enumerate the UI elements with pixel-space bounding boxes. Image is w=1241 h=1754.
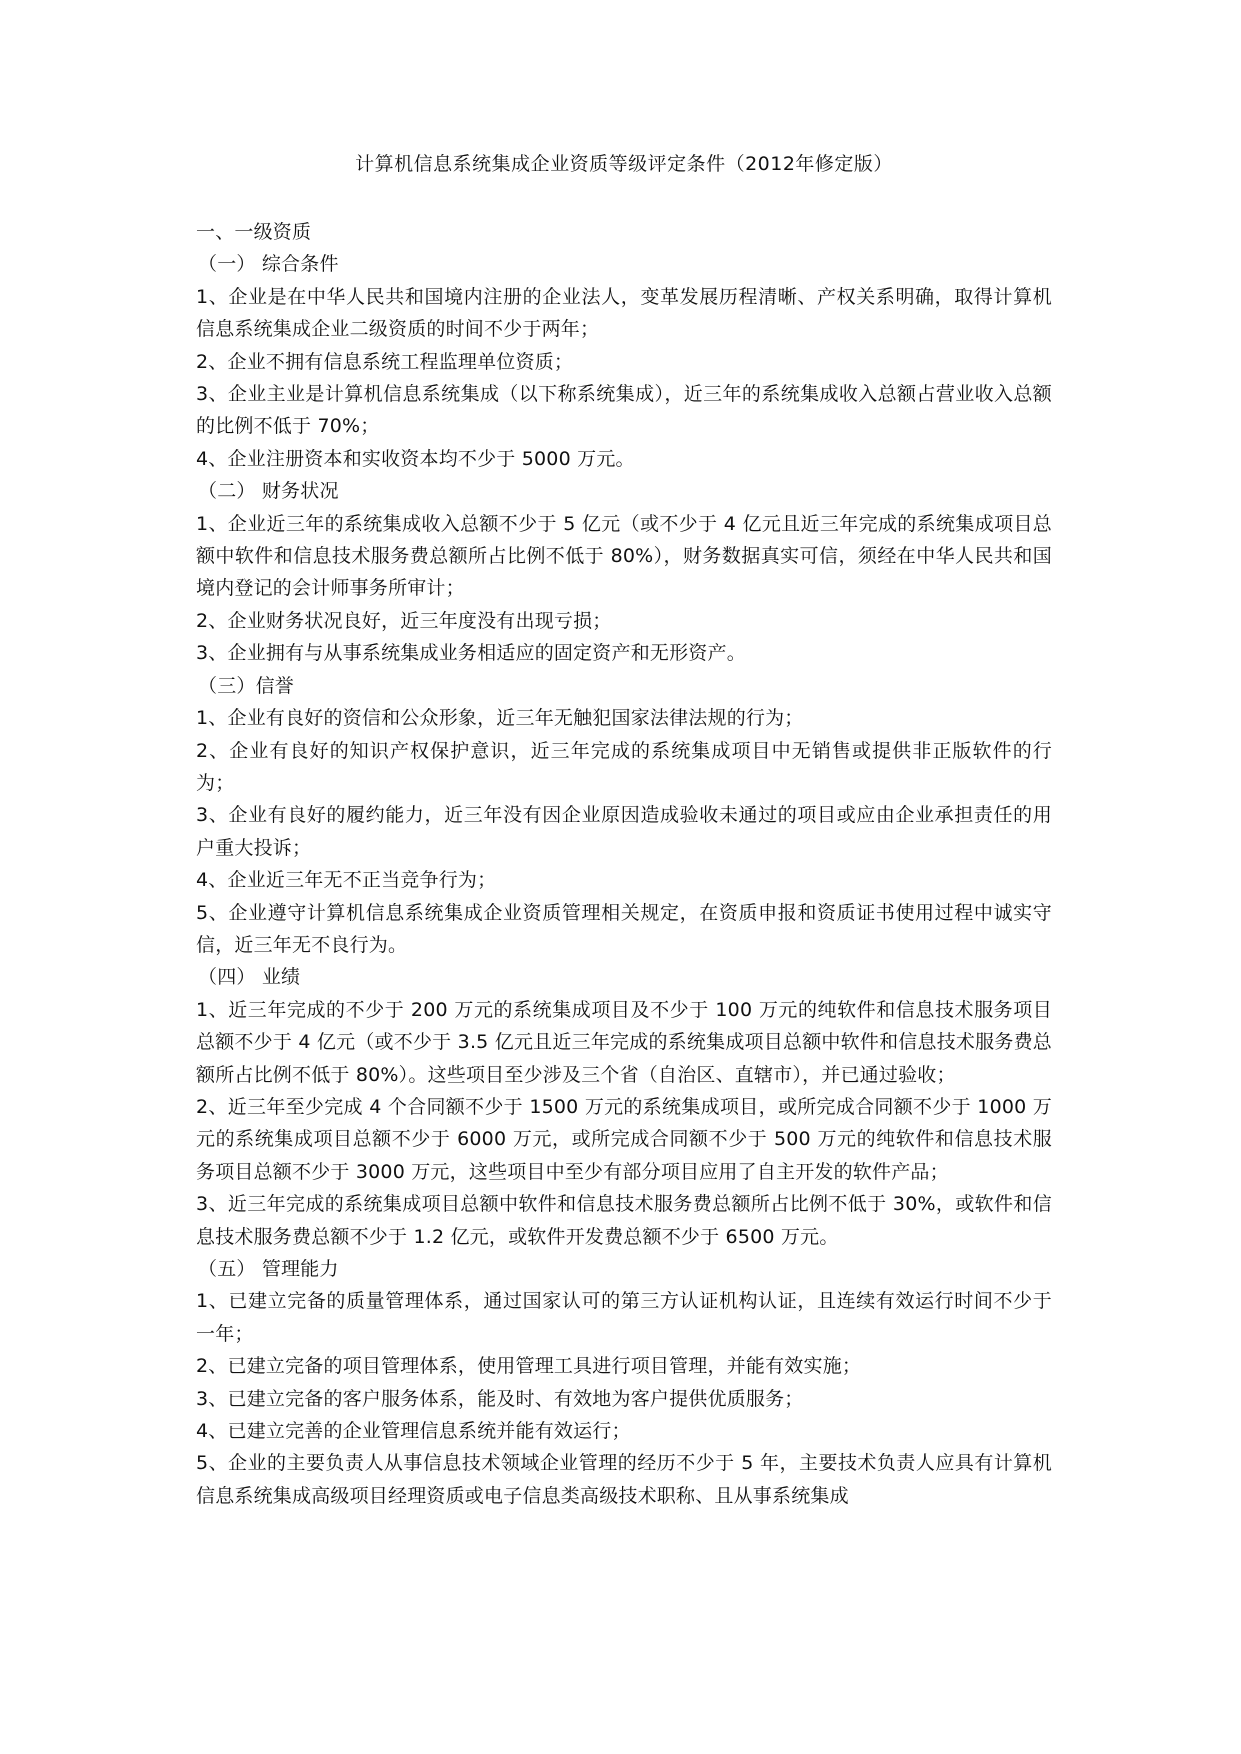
paragraph: 1、企业有良好的资信和公众形象，近三年无触犯国家法律法规的行为；	[196, 707, 804, 730]
sub-heading: （五） 管理能力	[198, 1258, 339, 1280]
document-title: 计算机信息系统集成企业资质等级评定条件（2012年修定版）	[355, 153, 893, 175]
paragraph: 3、近三年完成的系统集成项目总额中软件和信息技术服务费总额所占比例不低于 30%，或软件和信息技术服务费总额不少于 1.2 亿元，或软件开发费总额不少于 6500 万元。	[196, 1193, 1052, 1248]
section-heading: 一、一级资质	[196, 221, 312, 243]
sub-heading: （一） 综合条件	[198, 253, 339, 276]
paragraph: 2、近三年至少完成 4 个合同额不少于 1500 万元的系统集成项目，或所完成合同额不少于 1000 万元的系统集成项目总额不少于 6000 万元，或所完成合同额不少于 500 万元的纯软件和信息技术服务项目总额不少于 3000 万元，这些项目中至少有部分项目应用了自主开发的软件产品；	[196, 1095, 1052, 1183]
paragraph: 2、企业财务状况良好，近三年度没有出现亏损；	[196, 609, 612, 632]
document-body	[196, 216, 1052, 1512]
sub-heading: （二） 财务状况	[198, 480, 339, 503]
paragraph: 1、已建立完备的质量管理体系，通过国家认可的第三方认证机构认证，且连续有效运行时间不少于一年；	[196, 1290, 1052, 1345]
paragraph: 5、企业的主要负责人从事信息技术领域企业管理的经历不少于 5 年，主要技术负责人应具有计算机信息系统集成高级项目经理资质或电子信息类高级技术职称、且从事系统集成	[196, 1452, 1052, 1507]
paragraph: 1、企业近三年的系统集成收入总额不少于 5 亿元（或不少于 4 亿元且近三年完成的系统集成项目总额中软件和信息技术服务费总额所占比例不低于 80%），财务数据真实可信，须经在中华人民共和国境内登记的会计师事务所审计；	[196, 512, 1052, 600]
paragraph: 3、企业拥有与从事系统集成业务相适应的固定资产和无形资产。	[196, 642, 746, 665]
paragraph: 4、企业注册资本和实收资本均不少于 5000 万元。	[196, 447, 635, 470]
paragraph: 3、企业有良好的履约能力，近三年没有因企业原因造成验收未通过的项目或应由企业承担责任的用户重大投诉；	[196, 804, 1052, 859]
paragraph: 1、近三年完成的不少于 200 万元的系统集成项目及不少于 100 万元的纯软件和信息技术服务项目总额不少于 4 亿元（或不少于 3.5 亿元且近三年完成的系统集成项目总额中软件和信息技术服务费总额所占比例不低于 80%）。这些项目至少涉及三个省（自治区、直辖市），并已通过验收；	[196, 998, 1052, 1086]
sub-heading: （三）信誉	[198, 674, 295, 697]
paragraph: 5、企业遵守计算机信息系统集成企业资质管理相关规定，在资质申报和资质证书使用过程中诚实守信，近三年无不良行为。	[196, 901, 1052, 956]
paragraph: 2、企业不拥有信息系统工程监理单位资质；	[196, 350, 574, 373]
document-page	[196, 148, 1052, 1512]
sub-heading: （四） 业绩	[198, 966, 301, 989]
paragraph: 3、已建立完备的客户服务体系，能及时、有效地为客户提供优质服务；	[196, 1387, 804, 1410]
paragraph: 1、企业是在中华人民共和国境内注册的企业法人，变革发展历程清晰、产权关系明确，取得计算机信息系统集成企业二级资质的时间不少于两年；	[196, 285, 1052, 341]
paragraph: 4、已建立完善的企业管理信息系统并能有效运行；	[196, 1420, 631, 1443]
paragraph: 2、企业有良好的知识产权保护意识，近三年完成的系统集成项目中无销售或提供非正版软件的行为；	[196, 739, 1052, 794]
paragraph: 4、企业近三年无不正当竞争行为；	[196, 869, 497, 892]
paragraph: 2、已建立完备的项目管理体系，使用管理工具进行项目管理，并能有效实施；	[196, 1355, 862, 1378]
paragraph: 3、企业主业是计算机信息系统集成（以下称系统集成），近三年的系统集成收入总额占营业收入总额的比例不低于 70%；	[196, 383, 1052, 438]
